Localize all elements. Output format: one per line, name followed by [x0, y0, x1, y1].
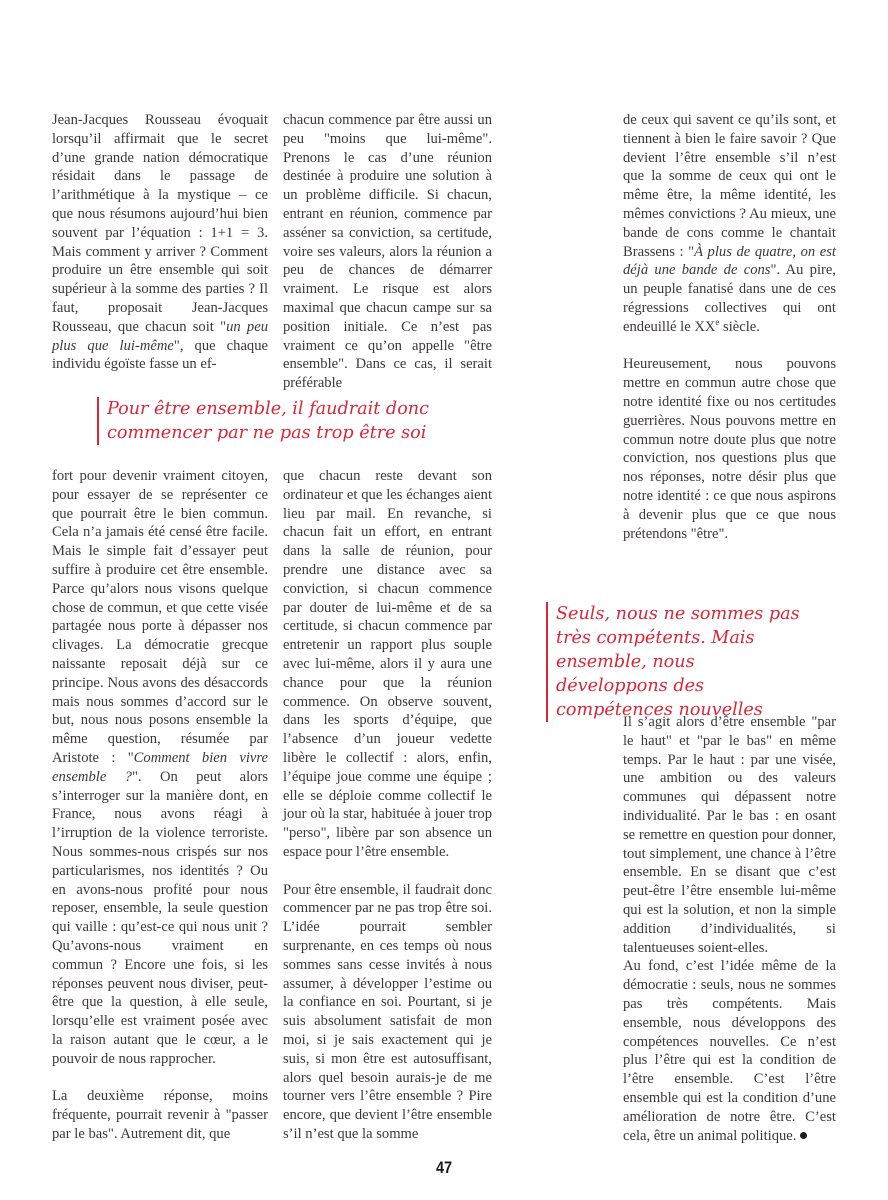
paragraph: La deuxième réponse, moins fréquente, pourrait revenir à "passer par le bas". Autrement dit, que — [52, 1088, 268, 1142]
column-top-left — [52, 111, 268, 374]
quote-italic: Comment bien vivre ensemble ? — [52, 749, 268, 785]
paragraph: chacun commence par être aussi un peu "moins que lui-même". Prenons le cas d’une réunion destinée à produire une solution à un problème difficile. Si chacun, entrant en réunion, commence par asséner sa conviction, sa certitude, voire ses valeurs, alors la réunion a peu de chances de démarrer vraiment. Le risque est alors maximal que chacun campe sur sa position initiale. Ce n’est pas vraiment ce qu’on appelle "être ensemble". Dans ce cas, il serait préférable — [283, 112, 492, 392]
column-bottom-left — [52, 467, 268, 1144]
pull-quote: Pour être ensemble, il faudrait donc commencer par ne pas trop être soi — [97, 397, 437, 445]
column-right-bottom — [623, 713, 836, 1145]
paragraph: Pour être ensemble, il faudrait donc commencer par ne pas trop être soi. L’idée pourrait sembler surprenante, en ces temps où nous sommes sans cesse invités à nous assumer, à développer l’estime ou la confiance en soi. Pourtant, si je suis absolument satisfait de mon moi, si je sais exactement qui je suis, si mon être est autosuffisant, alors quel besoin aurais-je de me tourner vers l’être ensemble ? Pire encore, que devient l’être ensemble s’il n’est que la somme — [283, 881, 492, 1142]
quote-italic: À plus de quatre, on est déjà une bande de cons — [623, 243, 836, 279]
column-bottom-middle — [283, 467, 492, 1144]
paragraph: Heureusement, nous pouvons mettre en commun autre chose que notre identité fixe ou nos certitudes guerrières. Nous pouvons mettre en commun notre doute plus que notre conviction, nos questions plus que nos réponses, notre désir plus que notre identité : ce que nous aspirons à devenir plus que ce que nous prétendons "être". — [623, 356, 836, 542]
bullet-end-mark-icon — [800, 1132, 807, 1139]
quote-italic: un peu plus que lui-même — [52, 318, 268, 354]
pull-quote: Seuls, nous ne sommes pas très compétents. Mais ensemble, nous développons des compétences nouvelles — [546, 602, 811, 722]
paragraph: de ceux qui savent ce qu’ils sont, et tiennent à bien le faire savoir ? Que devient l’être ensemble s’il n’est que la somme de ceux qui ont le même être, la même identité, les mêmes convictions ? Au mieux, une bande de cons comme le chantait Brassens : "À plus de quatre, on est déjà une bande de cons". Au pire, un peuple fanatisé dans une de ces régressions collectives qui ont endeuillé le XXe siècle. — [623, 112, 836, 335]
column-top-middle — [283, 111, 492, 393]
paragraph: Il s’agit alors d’être ensemble "par le haut" et "par le bas" en même temps. Par le haut : par une visée, une ambition ou des valeurs communes qui dépassent notre individualité. Par le bas : en osant se remettre en question pour donner, tout simplement, une chance à l’être ensemble. En se disant que c’est peut-être l’être ensemble lui-même qui est la solution, et non la simple addition d’individualités, si talentueuses soient-elles. — [623, 714, 836, 956]
page-number: 47 — [435, 1158, 453, 1177]
paragraph: Jean-Jacques Rousseau évoquait lorsqu’il affirmait que le secret d’une grande nation démocratique résidait dans le passage de l’arithmétique à la mystique – ce que nous résumons aujourd’hui bien souvent par l’équation : 1+1 = 3. Mais comment y arriver ? Comment produire un être ensemble qui soit supérieur à la somme des parties ? Il faut, proposait Jean-Jacques Rousseau, que chacun soit "un peu plus que lui-même", que chaque individu égoïste fasse un ef- — [52, 112, 269, 373]
paragraph: Au fond, c’est l’idée même de la démocratie : seuls, nous ne sommes pas très compétents. Mais ensemble, nous développons des compétences nouvelles. Ce n’est plus l’être qui est la condition de l’être ensemble. C’est l’être ensemble qui est la condition d’une amélioration de notre être. C’est cela, être un animal politique. — [623, 958, 836, 1144]
paragraph: fort pour devenir vraiment citoyen, pour essayer de se représenter ce que pourrait être le bien commun. Cela n’a jamais été censé être facile. Mais le simple fait d’essayer peut suffire à produire cet être ensemble. Parce qu’alors nous visons quelque chose de commun, et que cette visée partagée nous porte à dépasser nos clivages. La démocratie grecque naissante reposait déjà sur ce principe. Nous avons des désaccords mais nous sommes d’accord sur le but, nous nous posons ensemble la même question, résumée par Aristote : "Comment bien vivre ensemble ?". On peut alors s’interroger sur la manière dont, en France, nous avons réagi à l’irruption de la violence terroriste. Nous sommes-nous crispés sur nos particularismes, nos identités ? Ou en avons-nous profité pour nous reposer, ensemble, la seule question qui vaille : qu’est-ce qui nous unit ? Qu’avons-nous vraiment en commun ? Encore une fois, si les réponses peuvent nous diviser, peut-être que la question, à elle seule, lorsqu’elle est vraiment posée avec la raison autant que le cœur, a le pouvoir de nous rapprocher. — [52, 468, 268, 1067]
column-right-top — [623, 111, 836, 543]
paragraph: que chacun reste devant son ordinateur et que les échanges aient lieu par mail. En revanche, si chacun fait un effort, en entrant dans la salle de réunion, pour prendre une distance avec sa conviction, si chacun commence par douter de lui-même et de sa certitude, si chacun commence par entretenir un rapport plus souple avec lui-même, alors il y aura une chance pour que la réunion commence. On observe souvent, dans les sports d’équipe, que l’absence d’un joueur vedette libère le collectif : alors, enfin, l’équipe joue comme une équipe ; elle se déploie comme collectif le jour où la star, habituée à jouer trop "perso", libère par son absence un espace pour l’être ensemble. — [283, 468, 492, 860]
